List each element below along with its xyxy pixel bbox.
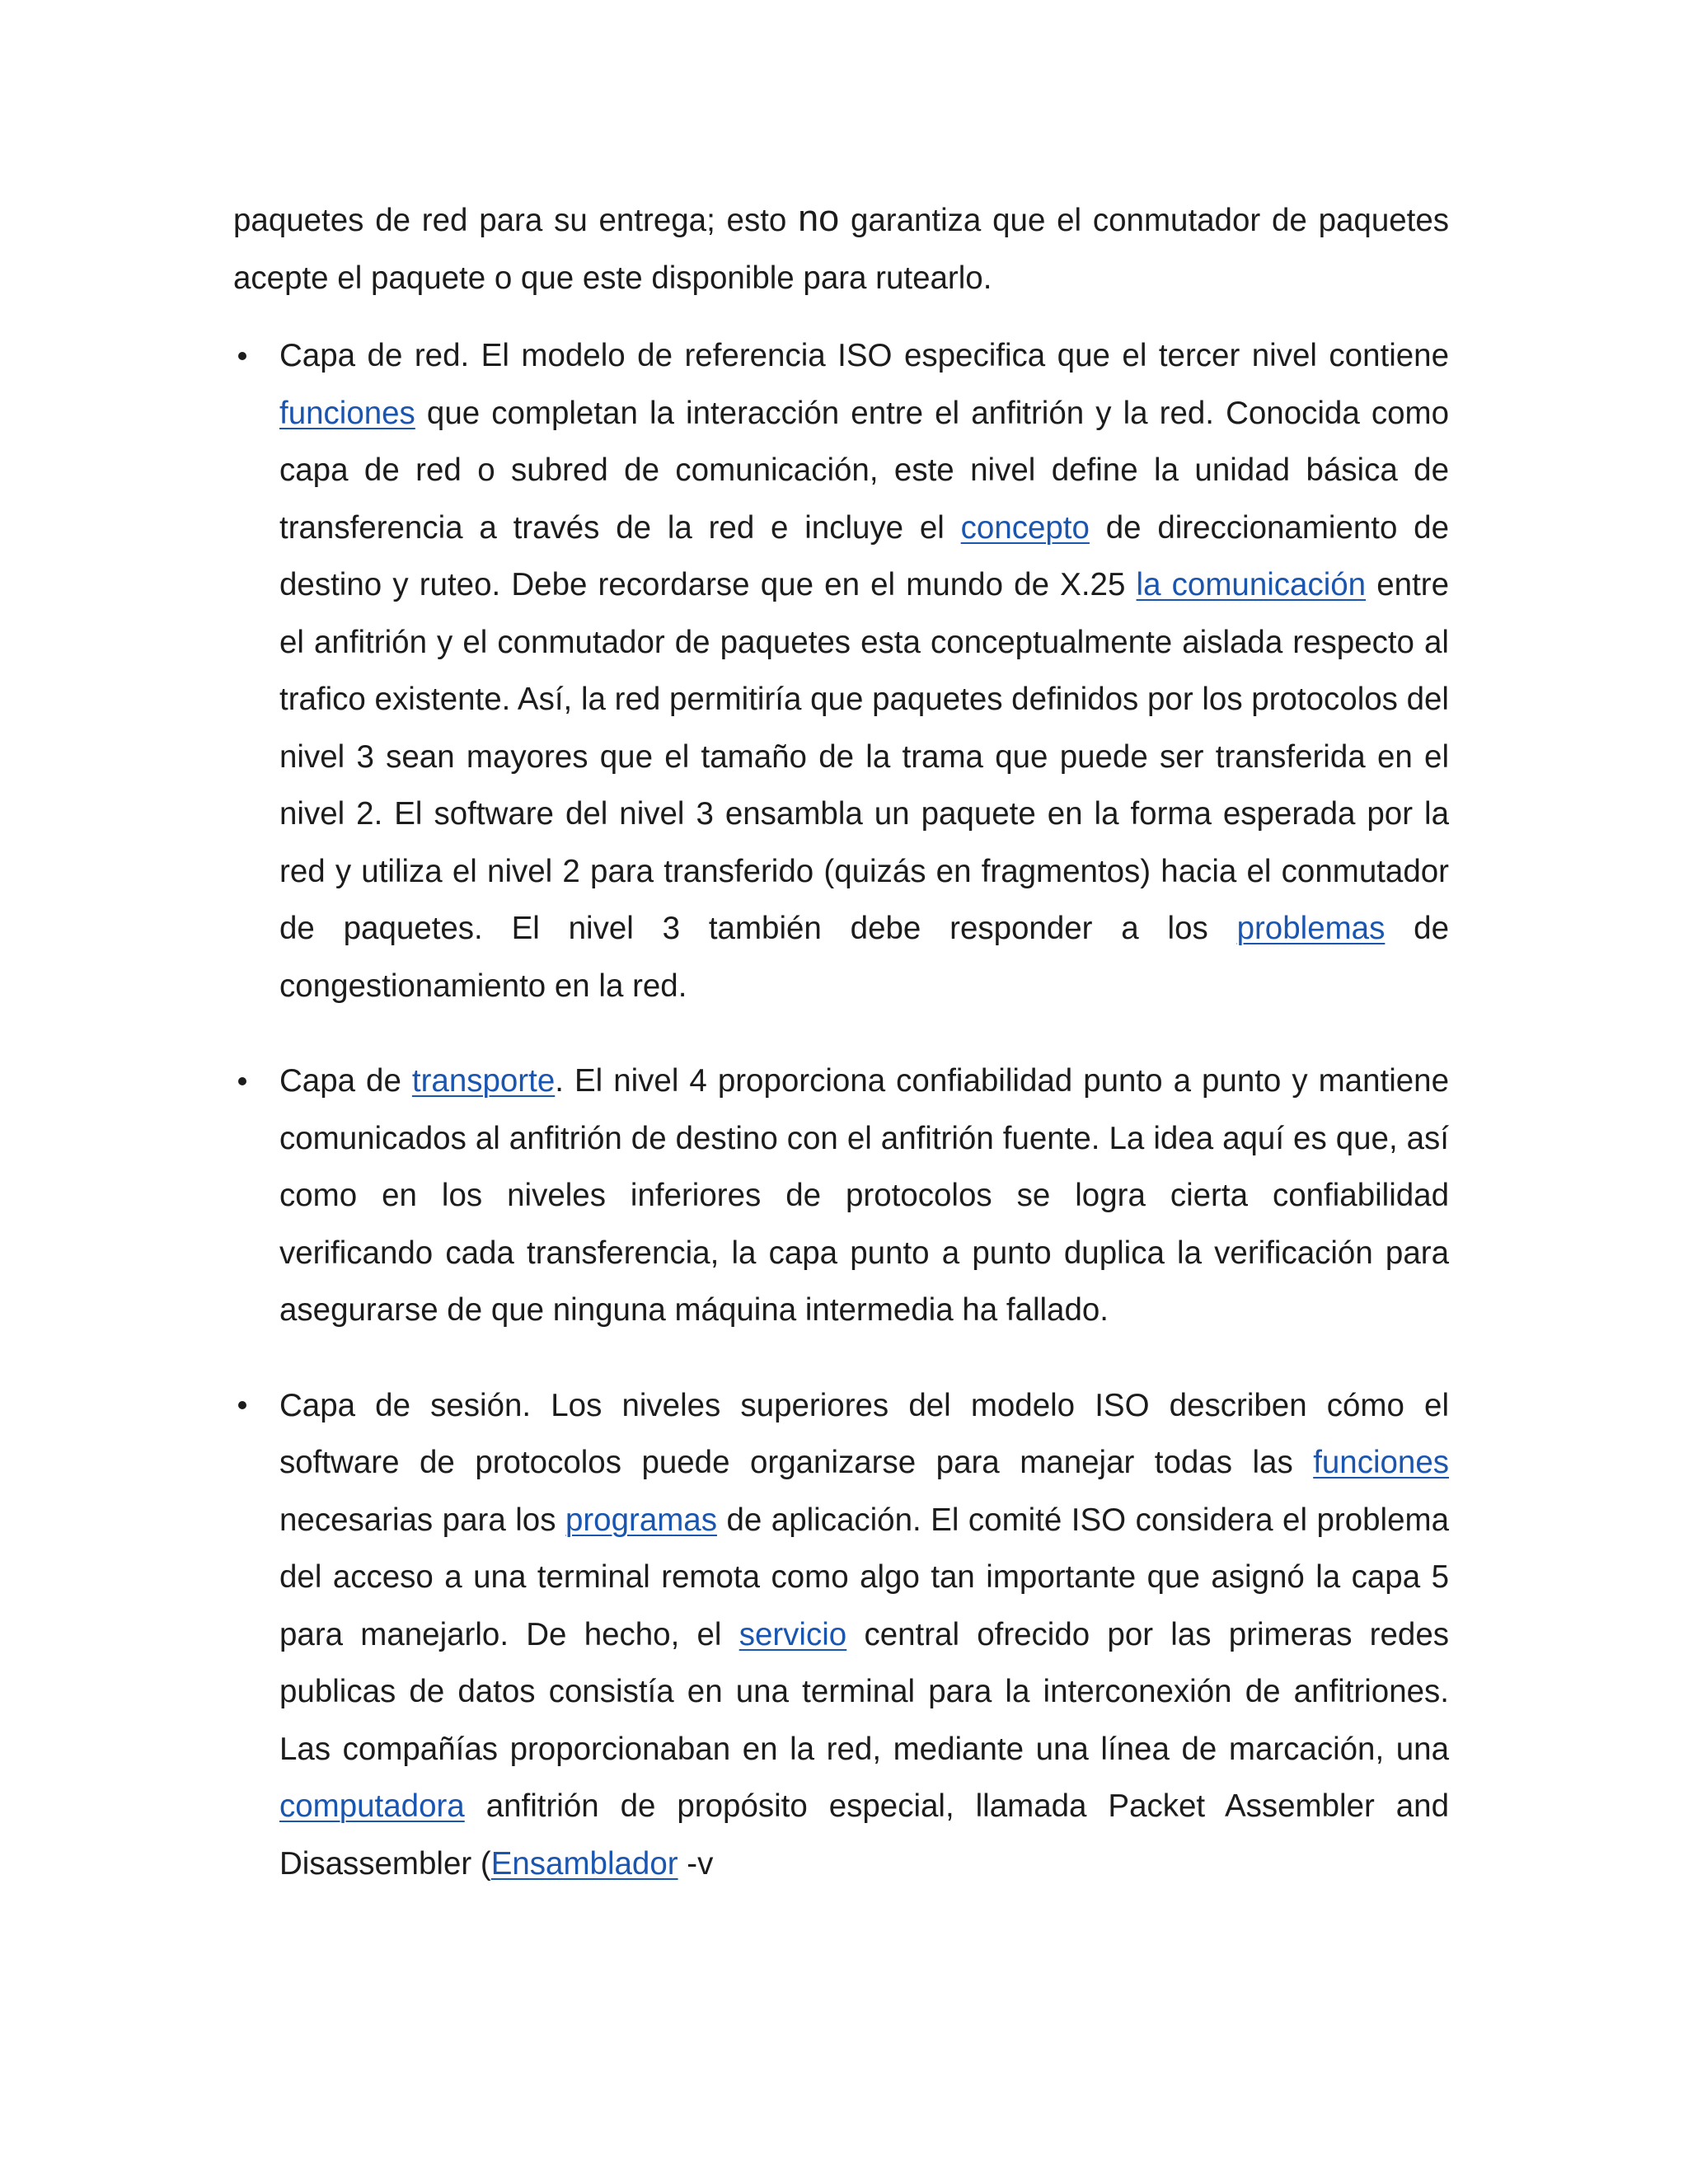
document-body: [233, 190, 1449, 1892]
link-funciones-2[interactable]: funciones: [1313, 1445, 1449, 1480]
intro-emphasis-no: no: [798, 197, 840, 239]
bullet-item-capa-de-transporte: [233, 1052, 1449, 1339]
link-la-comunicacion[interactable]: la comunicación: [1136, 567, 1367, 602]
intro-text-2: garantiza que el conmutador de paquetes acepte el paquete o que este disponible para rutearlo.: [233, 203, 1450, 296]
bullet-text: [279, 1052, 1449, 1339]
bullet-list: [233, 327, 1449, 1892]
link-ensamblador[interactable]: Ensamblador: [490, 1845, 678, 1882]
bullet-text: [279, 1377, 1449, 1893]
text-segment: Capa de red. El modelo de referencia ISO especifica que el tercer nivel contiene: [279, 338, 1449, 373]
link-transporte[interactable]: transporte: [411, 1063, 556, 1099]
text-segment: anfitrión de propósito especial, llamada Packet Assembler and Disassembler (: [279, 1788, 1449, 1882]
intro-paragraph: [233, 190, 1449, 307]
bullet-item-capa-de-sesion: [233, 1377, 1449, 1893]
bullet-dot-icon: [233, 1377, 258, 1435]
text-segment: que completan la interacción entre el anfitrión y la red. Conocida como capa de red o subred de comunicación, este nivel define la unidad básica de transferencia a través de la red e incluye el: [279, 395, 1449, 546]
text-segment: Capa de sesión. Los niveles superiores del modelo ISO describen cómo el software de protocolos puede organizarse para manejar todas las: [279, 1387, 1449, 1480]
text-segment: de congestionamiento en la red.: [279, 911, 1449, 1004]
bullet-dot-icon: [233, 1052, 258, 1110]
text-segment: de direccionamiento de destino y ruteo. Debe recordarse que en el mundo de X.25: [279, 509, 1450, 602]
link-funciones[interactable]: funciones: [279, 395, 415, 431]
text-segment: . El nivel 4 proporciona confiabilidad punto a punto y mantiene comunicados al anfitrión de destino con el anfitrión fuente. La idea aquí es que, así como en los niveles inferiores de protocolos se logra cierta confiabilidad verificando cada transferencia, la capa punto a punto duplica la verificación para asegurarse de que ninguna máquina intermedia ha fallado.: [279, 1063, 1449, 1328]
text-segment: -v: [678, 1845, 714, 1882]
text-segment: necesarias para los: [279, 1502, 565, 1538]
link-programas[interactable]: programas: [565, 1502, 717, 1538]
text-segment: central ofrecido por las primeras redes publicas de datos consistía en una terminal para la interconexión de anfitriones. Las compañías proporcionaban en la red, mediante una línea de marcación, una: [279, 1616, 1449, 1767]
link-servicio[interactable]: servicio: [738, 1616, 847, 1652]
bullet-text: [279, 327, 1449, 1015]
text-segment: de aplicación. El comité ISO considera el problema del acceso a una terminal remota como algo tan importante que asignó la capa 5 para manejarlo. De hecho, el: [279, 1502, 1449, 1652]
text-segment: entre el anfitrión y el conmutador de paquetes esta conceptualmente aislada respecto al trafico existente. Así, la red permitiría que paquetes definidos por los protocolos del nivel 3 sean mayores que el tamaño de la trama que puede ser transferida en el nivel 2. El software del nivel 3 ensambla un paquete en la forma esperada por la red y utiliza el nivel 2 para transferido (quizás en fragmentos) hacia el conmutador de paquetes. El nivel 3 también debe responder a los: [279, 567, 1450, 946]
link-problemas[interactable]: problemas: [1236, 911, 1386, 946]
text-segment: Capa de: [279, 1063, 412, 1099]
intro-text-1: paquetes de red para su entrega; esto: [233, 203, 799, 238]
link-computadora[interactable]: computadora: [279, 1788, 465, 1824]
link-concepto[interactable]: concepto: [960, 509, 1090, 546]
bullet-item-capa-de-red: [233, 327, 1449, 1015]
bullet-dot-icon: [233, 327, 258, 385]
